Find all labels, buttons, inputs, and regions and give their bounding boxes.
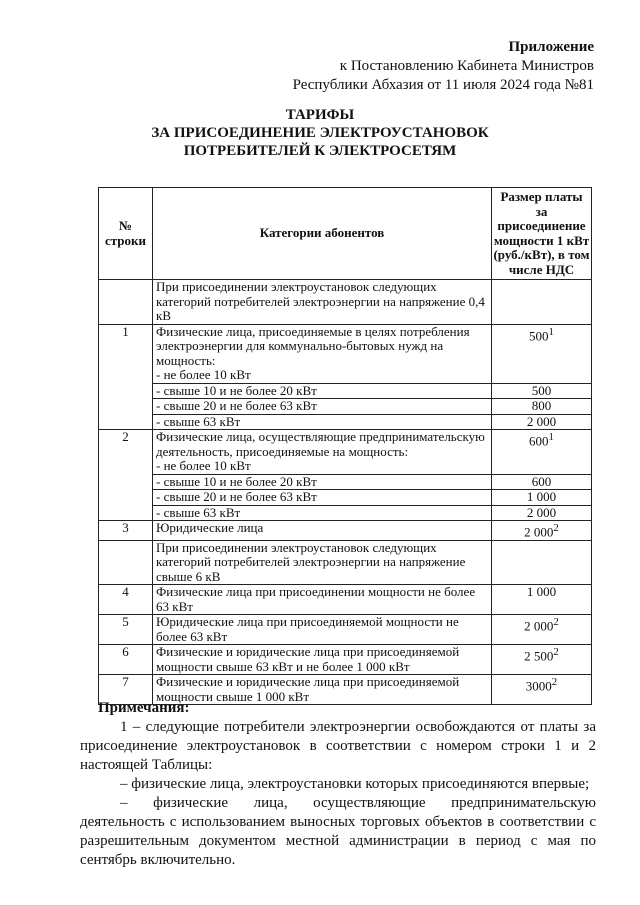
- row6-desc: Физические и юридические лица при присоединяемой мощности свыше 63 кВт и не более 1 000 кВт: [153, 645, 492, 675]
- row4-value: 1 000: [492, 585, 592, 615]
- row-value: [492, 521, 592, 541]
- document-title: [0, 106, 640, 160]
- row1-value-2: 500: [492, 383, 592, 399]
- row1-desc: Физические лица, присоединяемые в целях потребления электроэнергии для коммунально-бытовых нужд на мощность:: [156, 323, 470, 368]
- row2-item-2: - свыше 10 и не более 20 кВт: [153, 474, 492, 490]
- row-value: [492, 324, 592, 383]
- row-desc: [153, 430, 492, 475]
- section-voltage-6: При присоединении электроустановок следующих категорий потребителей электроэнергии на напряжение свыше 6 кВ: [153, 540, 492, 585]
- empty-cell: [492, 280, 592, 325]
- row-number: 3: [99, 521, 153, 541]
- empty-cell: [99, 280, 153, 325]
- footnote-mark: 2: [553, 616, 559, 629]
- row2-value-3: 1 000: [492, 490, 592, 506]
- table-row: [99, 399, 592, 415]
- row2-value-1: 600: [529, 433, 549, 449]
- row-value: [492, 645, 592, 675]
- appendix-line-1: к Постановлению Кабинета Министров: [339, 58, 594, 74]
- row2-item-1: - не более 10 кВт: [156, 458, 251, 473]
- header-num-2: строки: [104, 232, 147, 248]
- footnote-mark: 1: [548, 431, 554, 443]
- row3-value: 2 000: [524, 524, 554, 540]
- row-number: 6: [99, 645, 153, 675]
- row7-value: 3000: [525, 678, 552, 694]
- notes-section: [80, 699, 596, 870]
- section-voltage-04: При присоединении электроустановок следующих категорий потребителей электроэнергии на напряжение 0,4 кВ: [153, 280, 492, 325]
- row-number: 5: [99, 615, 153, 645]
- row1-value-3: 800: [492, 399, 592, 415]
- row1-item-1: - не более 10 кВт: [156, 367, 251, 382]
- row-number: 4: [99, 585, 153, 615]
- header-fee: [492, 188, 592, 280]
- note-paragraph-3: – физические лица, осуществляющие предпринимательскую деятельность с использованием выносных торговых объектов в соответствии с разрешительным документом местной администрации в период с мая по сентябрь включительно.: [80, 795, 596, 868]
- row2-item-4: - свыше 63 кВт: [153, 505, 492, 521]
- table-row: [99, 505, 592, 521]
- tariffs-table: [98, 187, 592, 705]
- row5-value: 2 000: [524, 618, 554, 634]
- header-fee-1: Размер платы за: [500, 189, 583, 219]
- empty-cell: [492, 540, 592, 585]
- header-fee-3: мощности 1 кВт: [493, 232, 590, 248]
- note-paragraph-1: 1 – следующие потребители электроэнергии освобождаются от платы за присоединение электроустановок в соответствии с номером строки 1 и 2 настоящей Таблицы:: [80, 719, 596, 773]
- table-row: [99, 615, 592, 645]
- row-number: 7: [99, 675, 153, 705]
- table-row: [99, 540, 592, 585]
- row-number: 1: [99, 324, 153, 430]
- table-header-row: [99, 188, 592, 280]
- row2-value-4: 2 000: [492, 505, 592, 521]
- table-row: [99, 414, 592, 430]
- table-row: [99, 324, 592, 383]
- header-category: Категории абонентов: [153, 188, 492, 280]
- row7-desc: Физические и юридические лица при присоединяемой мощности свыше 1 000 кВт: [153, 675, 492, 705]
- header-fee-5: числе НДС: [508, 261, 575, 277]
- row-value: [492, 615, 592, 645]
- row5-desc: Юридические лица при присоединяемой мощности не более 63 кВт: [153, 615, 492, 645]
- row-desc: [153, 324, 492, 383]
- notes-heading: Примечания:: [98, 700, 190, 716]
- footnote-mark: 2: [551, 676, 558, 689]
- header-num-1: №: [118, 218, 133, 233]
- title-line-1: ТАРИФЫ: [285, 107, 355, 123]
- footnote-mark: 2: [553, 646, 559, 659]
- footnote-mark: 2: [553, 522, 559, 534]
- appendix-label: Приложение: [508, 39, 594, 55]
- appendix-line-2: Республики Абхазия от 11 июля 2024 года №81: [292, 77, 594, 93]
- title-line-2: ЗА ПРИСОЕДИНЕНИЕ ЭЛЕКТРОУСТАНОВОК: [151, 125, 489, 141]
- header-row-number: [99, 188, 153, 280]
- table-row: [99, 474, 592, 490]
- row4-desc: Физические лица при присоединении мощности не более 63 кВт: [153, 585, 492, 615]
- row-value: [492, 430, 592, 475]
- row2-value-2: 600: [492, 474, 592, 490]
- row3-desc: Юридические лица: [153, 521, 492, 541]
- title-line-3: ПОТРЕБИТЕЛЕЙ К ЭЛЕКТРОСЕТЯМ: [183, 143, 457, 159]
- empty-cell: [99, 540, 153, 585]
- table-row: [99, 585, 592, 615]
- table-row: [99, 490, 592, 506]
- header-fee-2: присоединение: [497, 218, 586, 233]
- footnote-mark: 1: [548, 325, 554, 338]
- row1-item-3: - свыше 20 и не более 63 кВт: [153, 399, 492, 415]
- row6-value: 2 500: [524, 648, 554, 664]
- table-row: [99, 521, 592, 541]
- header-fee-4: (руб./кВт), в том: [493, 247, 590, 262]
- row1-value-4: 2 000: [492, 414, 592, 430]
- table-row: [99, 280, 592, 325]
- table-row: [99, 430, 592, 475]
- row2-desc: Физические лица, осуществляющие предпринимательскую деятельность, присоединяемые на мощность:: [156, 429, 485, 459]
- appendix-header: [293, 38, 594, 95]
- row2-item-3: - свыше 20 и не более 63 кВт: [153, 490, 492, 506]
- row-number: 2: [99, 430, 153, 521]
- table-row: [99, 645, 592, 675]
- note-paragraph-2: – физические лица, электроустановки которых присоединяются впервые;: [120, 776, 590, 792]
- row1-value-1: 500: [529, 327, 549, 343]
- row1-item-4: - свыше 63 кВт: [153, 414, 492, 430]
- row1-item-2: - свыше 10 и не более 20 кВт: [153, 383, 492, 399]
- table-row: [99, 383, 592, 399]
